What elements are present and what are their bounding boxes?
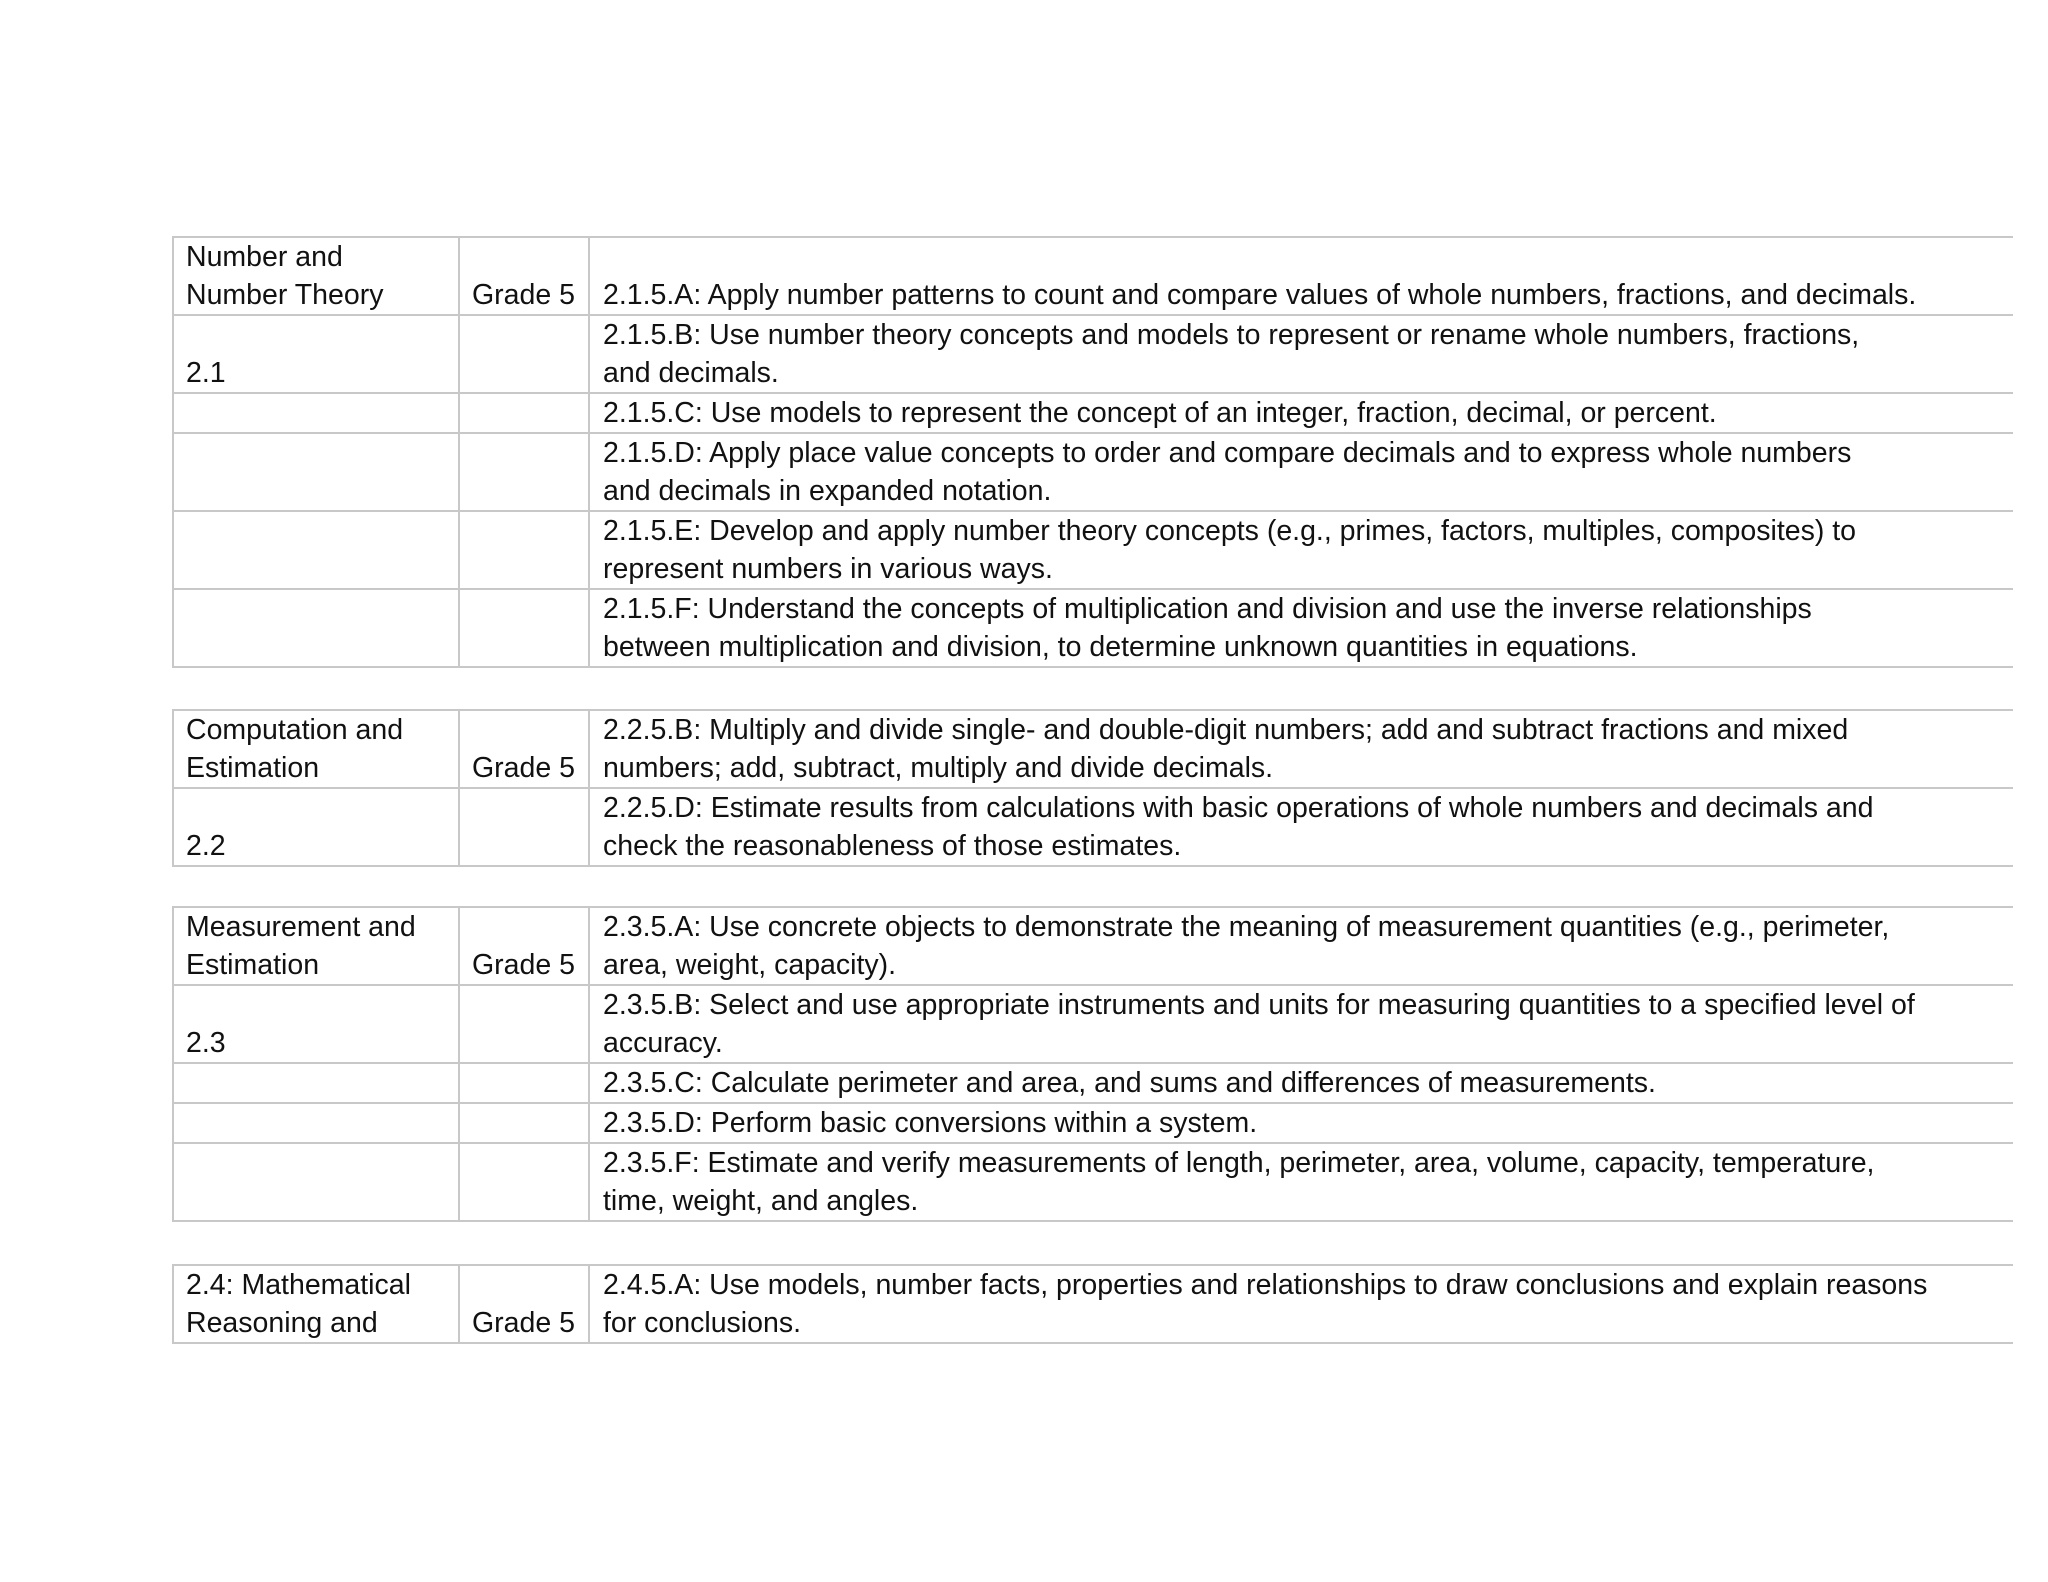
standard-cell: 2.4.5.A: Use models, number facts, properties and relationships to draw conclusions and explain reasons for conclusions. <box>589 1265 2013 1343</box>
grade-cell <box>459 1063 589 1103</box>
topic-cell: Computation and Estimation <box>173 710 459 788</box>
standard-cell: 2.3.5.F: Estimate and verify measurements of length, perimeter, area, volume, capacity, temperature, time, weight, and angles. <box>589 1143 2013 1221</box>
standard-cell: 2.1.5.A: Apply number patterns to count and compare values of whole numbers, fractions, and decimals. <box>589 237 2013 315</box>
topic-cell: 2.3 <box>173 985 459 1063</box>
standard-cell: 2.3.5.D: Perform basic conversions within a system. <box>589 1103 2013 1143</box>
topic-cell: 2.1 <box>173 315 459 393</box>
topic-cell: 2.4: Mathematical Reasoning and <box>173 1265 459 1343</box>
standards-table-measurement <box>172 906 2013 1222</box>
standard-cell: 2.2.5.B: Multiply and divide single- and double-digit numbers; add and subtract fractions and mixed numbers; add, subtract, multiply and divide decimals. <box>589 710 2013 788</box>
standard-cell: 2.1.5.B: Use number theory concepts and models to represent or rename whole numbers, fractions, and decimals. <box>589 315 2013 393</box>
topic-cell: 2.2 <box>173 788 459 866</box>
topic-cell <box>173 589 459 667</box>
topic-cell <box>173 393 459 433</box>
grade-cell <box>459 315 589 393</box>
grade-cell: Grade 5 <box>459 710 589 788</box>
standard-cell: 2.3.5.C: Calculate perimeter and area, and sums and differences of measurements. <box>589 1063 2013 1103</box>
standard-cell: 2.3.5.B: Select and use appropriate instruments and units for measuring quantities to a specified level of accuracy. <box>589 985 2013 1063</box>
standards-table-number-theory <box>172 236 2013 668</box>
standards-table-computation <box>172 709 2013 867</box>
topic-cell: Measurement and Estimation <box>173 907 459 985</box>
standard-cell: 2.3.5.A: Use concrete objects to demonstrate the meaning of measurement quantities (e.g., perimeter, area, weight, capacity). <box>589 907 2013 985</box>
grade-cell <box>459 511 589 589</box>
topic-cell <box>173 1143 459 1221</box>
topic-cell <box>173 511 459 589</box>
topic-cell <box>173 1103 459 1143</box>
grade-cell <box>459 433 589 511</box>
grade-cell <box>459 985 589 1063</box>
topic-cell <box>173 433 459 511</box>
grade-cell <box>459 788 589 866</box>
grade-cell: Grade 5 <box>459 1265 589 1343</box>
grade-cell <box>459 1143 589 1221</box>
grade-cell <box>459 1103 589 1143</box>
standard-cell: 2.1.5.C: Use models to represent the concept of an integer, fraction, decimal, or percent. <box>589 393 2013 433</box>
standard-cell: 2.1.5.F: Understand the concepts of multiplication and division and use the inverse relationships between multiplication and division, to determine unknown quantities in equations. <box>589 589 2013 667</box>
standard-cell: 2.1.5.D: Apply place value concepts to order and compare decimals and to express whole numbers and decimals in expanded notation. <box>589 433 2013 511</box>
standards-table-reasoning <box>172 1264 2013 1344</box>
standard-cell: 2.2.5.D: Estimate results from calculations with basic operations of whole numbers and decimals and check the reasonableness of those estimates. <box>589 788 2013 866</box>
grade-cell <box>459 393 589 433</box>
grade-cell <box>459 589 589 667</box>
grade-cell: Grade 5 <box>459 907 589 985</box>
grade-cell: Grade 5 <box>459 237 589 315</box>
standard-cell: 2.1.5.E: Develop and apply number theory concepts (e.g., primes, factors, multiples, composites) to represent numbers in various ways. <box>589 511 2013 589</box>
topic-cell <box>173 1063 459 1103</box>
topic-cell: Number and Number Theory <box>173 237 459 315</box>
